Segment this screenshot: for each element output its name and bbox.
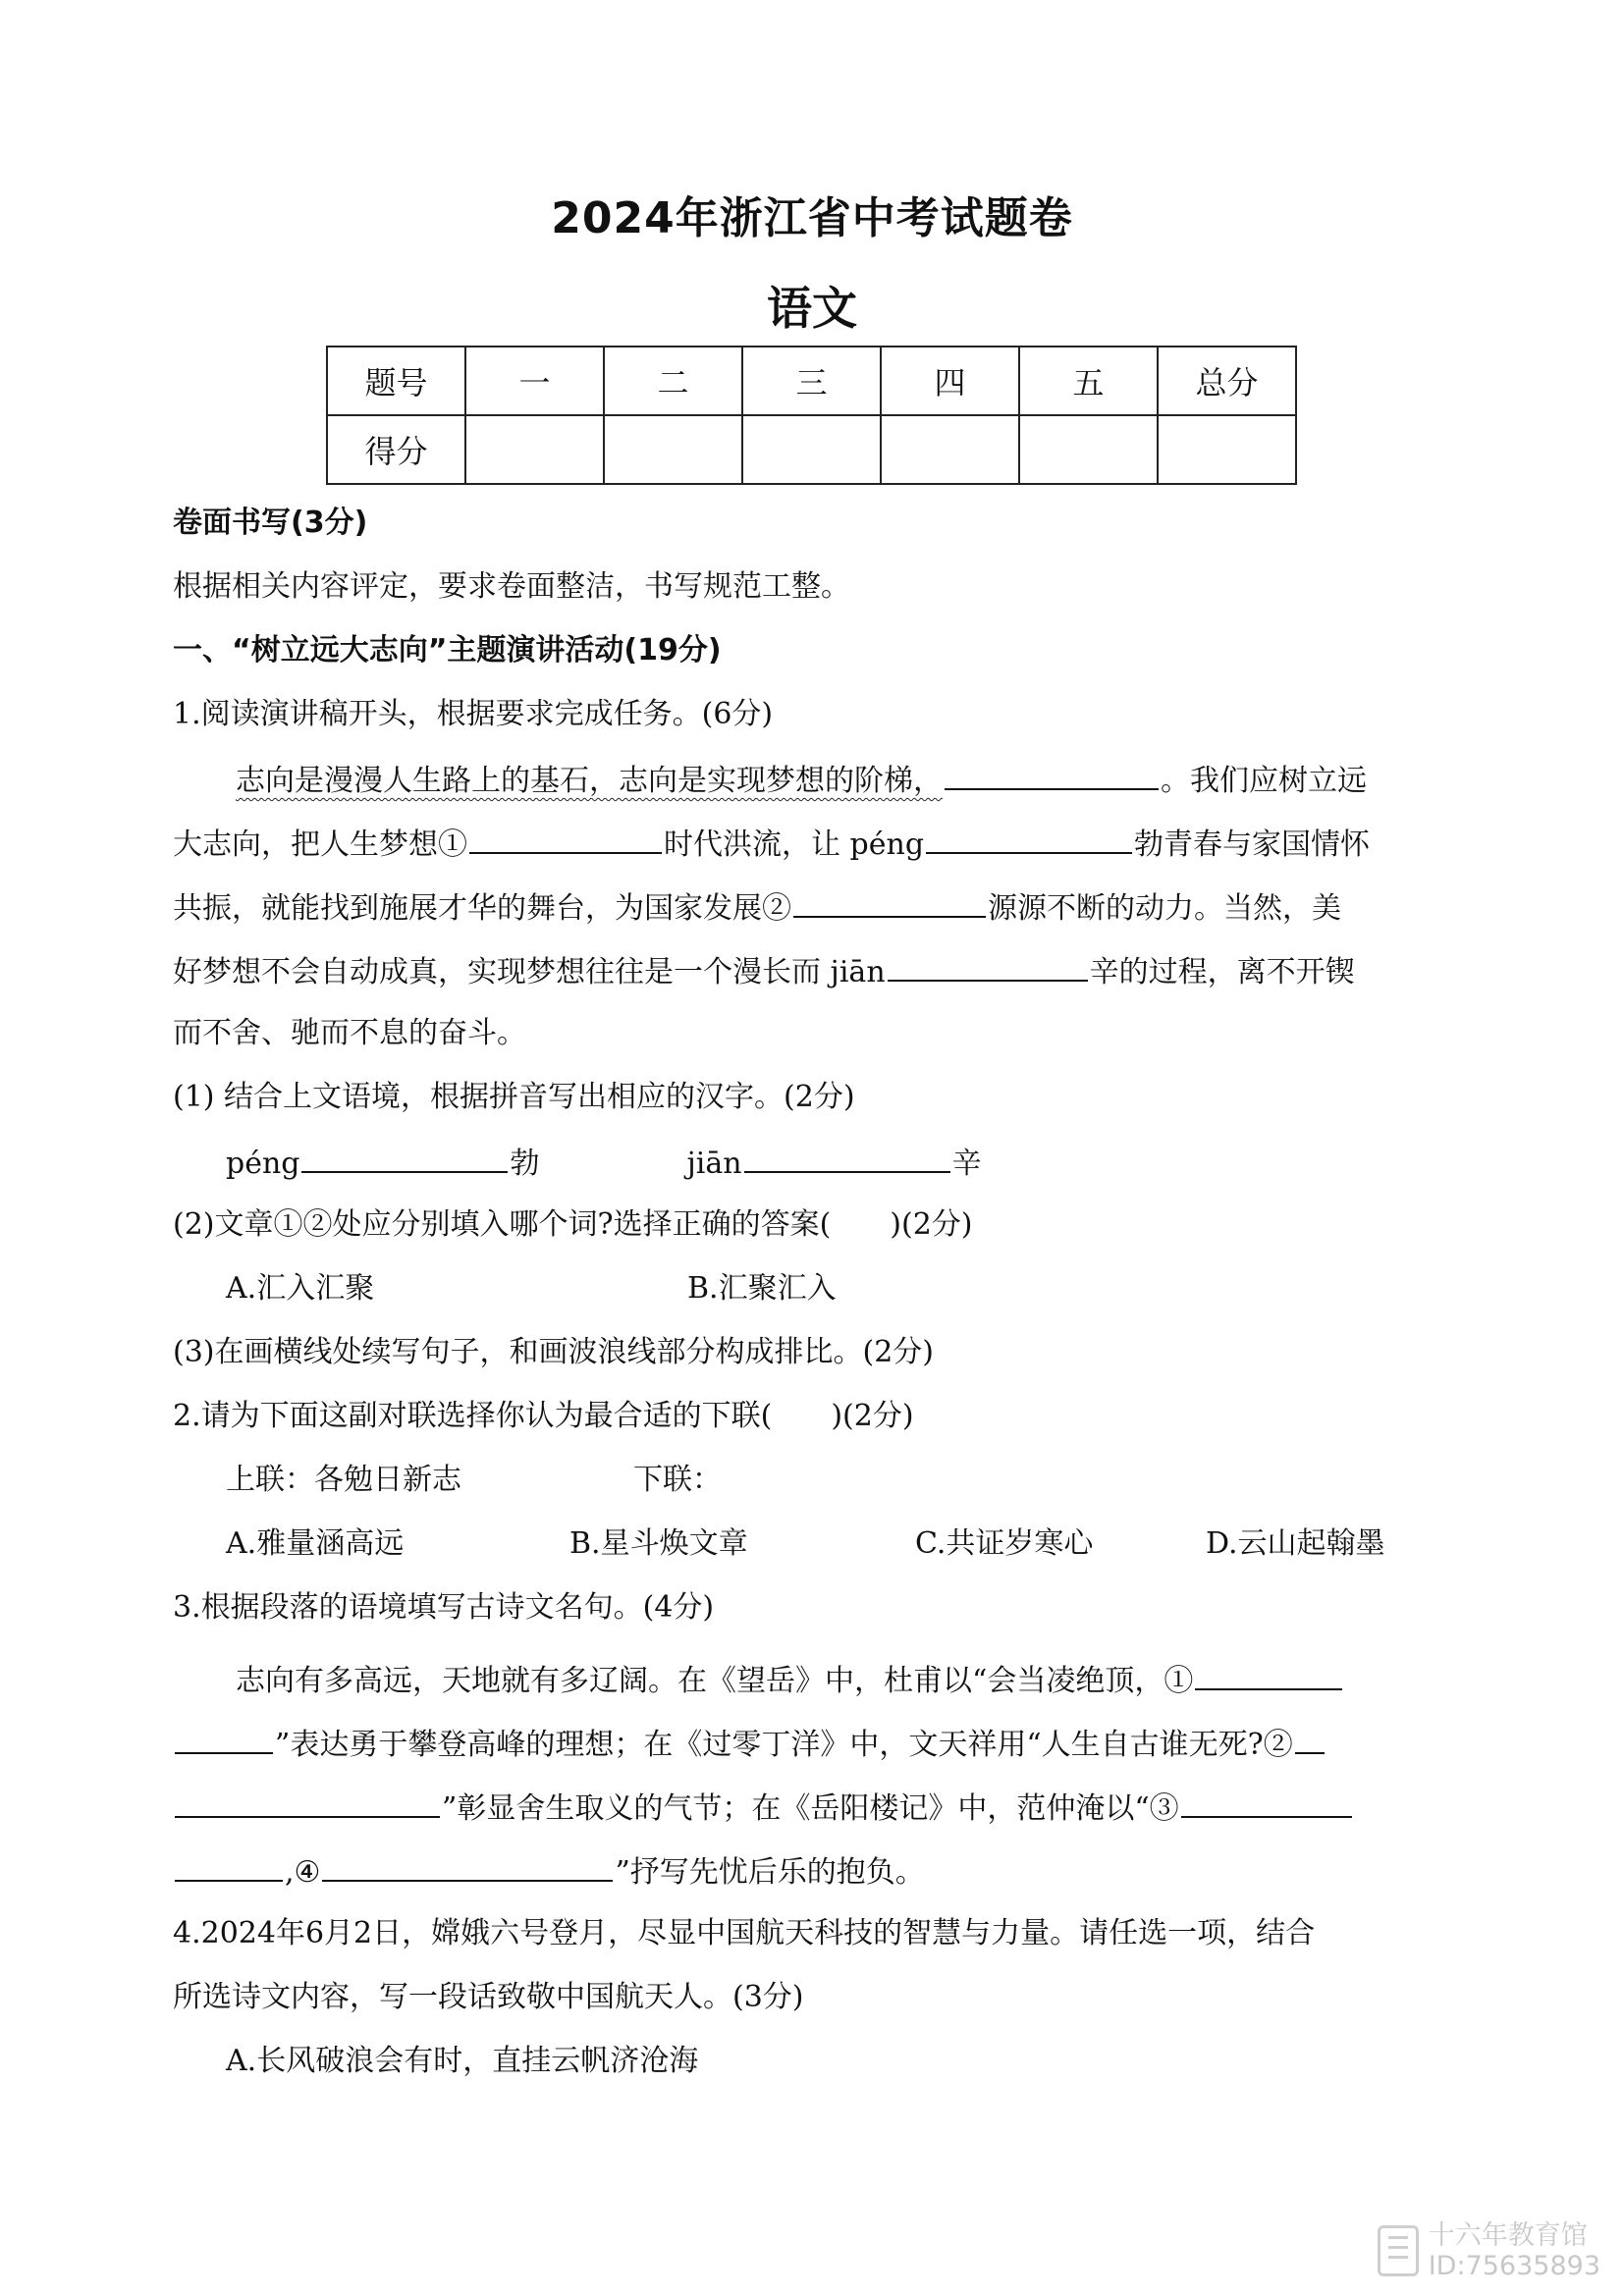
exam-title: 2024年浙江省中考试题卷: [551, 193, 1073, 243]
score-cell[interactable]: [465, 415, 604, 484]
score-table-col-total: 总分: [1158, 347, 1296, 415]
q3-blank-2-end[interactable]: [175, 1787, 440, 1818]
score-cell[interactable]: [742, 415, 881, 484]
q3-line-4: [173, 1850, 925, 1893]
score-table-header-row: [327, 347, 1296, 415]
q1-blank-jian[interactable]: [888, 950, 1088, 982]
q1-sub2-option-a[interactable]: A.汇入汇聚: [226, 1271, 375, 1306]
q1-paragraph-line-3: [173, 886, 1341, 929]
q1-blank-1[interactable]: [469, 823, 662, 854]
score-cell[interactable]: [881, 415, 1019, 484]
q4-prompt-line-1: 4.2024年6月2日，嫦娥六号登月，尽显中国航天科技的智慧与力量。请任选一项，结合: [173, 1916, 1316, 1950]
q2-option-d[interactable]: D.云山起翰墨: [1206, 1526, 1385, 1561]
q1-wavy-text: 志向是漫漫人生路上的基石，志向是实现梦想的阶梯，: [236, 764, 943, 798]
handwriting-text: 根据相关内容评定，要求卷面整洁，书写规范工整。: [173, 569, 850, 604]
q1-line2-b: 时代洪流，让 péng: [664, 828, 925, 862]
q3-prompt: 3.根据段落的语境填写古诗文名句。(4分): [173, 1590, 715, 1625]
exam-subject: 语文: [767, 282, 857, 335]
answer-blank-jian[interactable]: [744, 1142, 950, 1173]
score-cell[interactable]: [604, 415, 742, 484]
q1-sub2-option-b[interactable]: B.汇聚汇入: [687, 1271, 837, 1306]
q1-sub1-answer-row: [226, 1142, 982, 1184]
q1-sub3-prompt: (3)在画横线处续写句子，和画波浪线部分构成排比。(2分): [173, 1335, 934, 1369]
q4-option-a[interactable]: A.长风破浪会有时，直挂云帆济沧海: [226, 2044, 699, 2078]
q2-upper-couplet: 上联：各勉日新志: [226, 1463, 461, 1497]
q3-blank-3-start[interactable]: [1181, 1787, 1352, 1818]
q3-blank-3-end[interactable]: [175, 1850, 283, 1882]
q1-line4-b: 辛的过程，离不开锲: [1089, 955, 1355, 989]
q3-line2-text: ”表达勇于攀登高峰的理想；在《过零丁洋》中，文天祥用“人生自古谁无死?②: [275, 1728, 1293, 1762]
q1-line1-end: 。我们应树立远: [1161, 764, 1367, 798]
pinyin-peng: péng: [226, 1147, 300, 1181]
score-table: [326, 346, 1297, 485]
q3-line-2: [173, 1723, 1326, 1765]
score-table-score-row: [327, 415, 1296, 484]
q3-blank-1-end[interactable]: [175, 1723, 273, 1754]
q1-sub1-prompt: (1) 结合上文语境，根据拼音写出相应的汉字。(2分): [173, 1080, 855, 1114]
q2-prompt: 2.请为下面这副对联选择你认为最合适的下联( )(2分): [173, 1399, 914, 1433]
q3-line3-text: ”彰显舍生取义的气节；在《岳阳楼记》中，范仲淹以“③: [442, 1791, 1179, 1826]
q1-line2-c: 勃青春与家国情怀: [1134, 828, 1371, 862]
score-table-col-4: 四: [881, 347, 1019, 415]
q3-line4-a: ,④: [285, 1855, 321, 1890]
q3-blank-2-start[interactable]: [1295, 1723, 1325, 1754]
pinyin-jian: jiān: [686, 1147, 742, 1181]
q3-line4-b: ”抒写先忧后乐的抱负。: [615, 1855, 925, 1890]
q1-prompt: 1.阅读演讲稿开头，根据要求完成任务。(6分): [173, 697, 774, 731]
score-table-col-1: 一: [465, 347, 604, 415]
answer-blank-peng[interactable]: [301, 1142, 508, 1173]
q3-line-3: [173, 1787, 1354, 1829]
score-table-label-score: 得分: [327, 415, 465, 484]
q2-option-a[interactable]: A.雅量涵高远: [226, 1526, 405, 1561]
watermark-line-1: 十六年教育馆: [1428, 2220, 1588, 2251]
q3-blank-1-start[interactable]: [1195, 1659, 1342, 1690]
q1-line2-a: 大志向，把人生梦想①: [173, 828, 467, 862]
q1-line4-a: 好梦想不会自动成真，实现梦想往往是一个漫长而 jiān: [173, 955, 886, 989]
score-cell-total[interactable]: [1158, 415, 1296, 484]
q1-blank-2[interactable]: [793, 886, 986, 918]
score-table-col-5: 五: [1019, 347, 1158, 415]
q1-paragraph-line-2: [173, 823, 1370, 865]
q3-line1-text: 志向有多高远，天地就有多辽阔。在《望岳》中，杜甫以“会当凌绝顶，①: [236, 1664, 1194, 1698]
q1-sub2-prompt: (2)文章①②处应分别填入哪个词?选择正确的答案( )(2分): [173, 1207, 973, 1242]
q3-blank-4[interactable]: [322, 1850, 613, 1882]
score-table-label-number: 题号: [327, 347, 465, 415]
q1-blank-peng[interactable]: [926, 823, 1132, 854]
q1-paragraph-line-1: [236, 759, 1367, 801]
score-table-col-3: 三: [742, 347, 881, 415]
section-1-heading: 一、“树立远大志向”主题演讲活动(19分): [173, 633, 722, 667]
q2-option-c[interactable]: C.共证岁寒心: [915, 1526, 1094, 1561]
q4-prompt-line-2: 所选诗文内容，写一段话致敬中国航天人。(3分): [173, 1980, 804, 2014]
q1-paragraph-line-5: 而不舍、驰而不息的奋斗。: [173, 1016, 526, 1050]
char-xin: 辛: [951, 1147, 982, 1181]
watermark: [1378, 2220, 1600, 2281]
score-cell[interactable]: [1019, 415, 1158, 484]
watermark-logo-icon: [1378, 2225, 1419, 2276]
watermark-line-2: ID:75635893: [1428, 2251, 1600, 2281]
q1-paragraph-line-4: [173, 950, 1355, 992]
q1-continuation-blank[interactable]: [945, 759, 1159, 790]
q2-lower-couplet: 下联：: [633, 1463, 722, 1497]
handwriting-heading: 卷面书写(3分): [173, 506, 368, 540]
watermark-text: [1429, 2220, 1600, 2281]
q2-option-b[interactable]: B.星斗焕文章: [569, 1526, 748, 1561]
q3-line-1: [236, 1659, 1344, 1701]
score-table-col-2: 二: [604, 347, 742, 415]
q1-line3-a: 共振，就能找到施展才华的舞台，为国家发展②: [173, 891, 791, 926]
char-bo: 勃: [510, 1147, 540, 1181]
q1-line3-b: 源源不断的动力。当然，美: [988, 891, 1341, 926]
